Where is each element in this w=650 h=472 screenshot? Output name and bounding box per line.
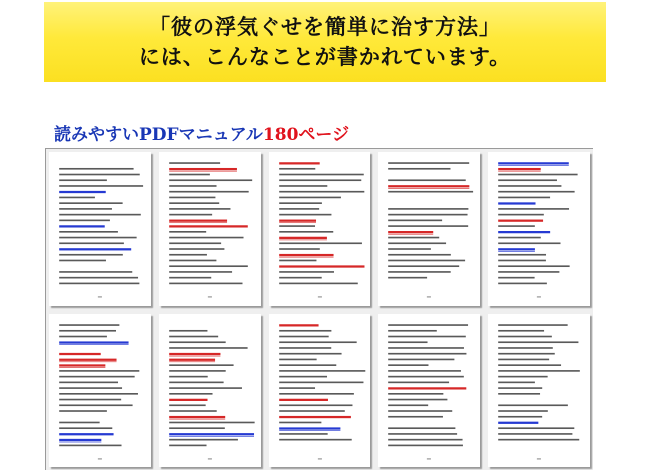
page-number-mark [537,458,541,459]
text-line [59,404,132,406]
text-line [59,329,116,331]
highlighted-text-line [389,231,434,233]
text-line [389,404,429,406]
text-line [169,197,215,199]
headline-line-1: 「彼の浮気ぐせを簡単に治す方法」 [149,14,501,39]
highlighted-text-line [59,433,113,435]
text-line [498,375,547,377]
text-line [389,191,474,193]
page-number-mark [317,296,321,297]
text-line [389,271,452,273]
text-line [498,393,540,395]
text-line [498,179,557,181]
text-line [498,358,549,360]
text-line [389,393,444,395]
text-underline [279,240,327,241]
text-line [169,393,212,395]
text-line [389,214,468,216]
manual-page-thumbnail [269,152,371,306]
highlighted-text-line [169,358,215,360]
manual-title: 読みやすいPDFマニュアル [54,125,263,145]
text-line [279,225,315,227]
manual-heading [54,120,349,144]
text-line [389,341,428,343]
manual-page-count: 180ページ [262,125,350,145]
text-line [498,324,567,326]
manual-page-thumbnail [488,152,590,306]
page-text-preview [269,152,371,306]
text-line [169,174,210,176]
highlighted-text-line [279,415,351,417]
text-line [279,174,364,176]
text-line [498,214,544,216]
highlighted-text-line [498,248,535,250]
text-line [498,237,541,239]
text-line [389,410,453,412]
highlighted-text-line [59,352,101,354]
highlighted-text-line [59,358,116,360]
page-text-preview [378,314,480,468]
page-number-mark [98,296,102,297]
headline-line-2: には、こんなことが書かれています。 [138,44,512,69]
page-text-preview [488,314,590,468]
text-line [169,202,219,204]
text-line [279,197,341,199]
page-number-mark [427,458,431,459]
highlighted-text-line [169,433,254,435]
text-line [389,225,469,227]
manual-page-thumbnail [378,314,480,468]
text-line [389,364,429,366]
highlighted-text-line [169,225,248,227]
text-underline [498,251,535,252]
text-line [498,370,580,372]
highlighted-text-line [59,438,101,440]
text-line [169,375,208,377]
text-line [279,271,334,273]
text-line [169,248,224,250]
text-line [498,277,534,279]
highlighted-text-line [59,191,106,193]
text-line [169,191,248,193]
text-line [279,393,354,395]
text-underline [279,222,316,223]
page-text-preview [488,152,590,306]
text-line [169,438,238,440]
text-line [169,237,243,239]
text-line [279,341,357,343]
text-line [389,375,465,377]
text-line [389,358,455,360]
text-line [59,202,122,204]
text-underline [279,430,340,431]
text-line [59,174,140,176]
highlighted-text-line [59,225,105,227]
text-line [279,179,361,181]
highlighted-text-line [389,387,467,389]
highlighted-text-line [498,168,541,170]
text-line [279,260,316,262]
text-line [389,335,467,337]
page-text-preview [159,152,261,306]
text-line [169,421,254,423]
text-line [279,364,336,366]
text-line [279,168,315,170]
text-line [279,185,327,187]
text-line [59,260,106,262]
text-line [59,324,119,326]
text-underline [169,355,220,356]
text-line [389,444,464,446]
page-text-preview [159,314,261,468]
page-text-preview [378,152,480,306]
text-underline [59,441,101,442]
manual-page-thumbnail [488,314,590,468]
text-line [59,214,141,216]
highlighted-text-line [498,202,535,204]
page-number-mark [208,458,212,459]
text-line [498,197,550,199]
text-line [59,283,139,285]
highlighted-text-line [279,254,333,256]
text-line [169,179,252,181]
highlighted-text-line [279,265,364,267]
text-line [498,404,568,406]
text-line [389,438,463,440]
page-number-mark [317,458,321,459]
text-underline [498,171,541,172]
text-line [59,398,121,400]
text-underline [498,165,569,166]
text-line [389,168,451,170]
text-underline [59,367,105,368]
text-line [169,271,232,273]
text-line [59,254,123,256]
text-line [498,341,578,343]
text-line [389,427,456,429]
text-line [389,248,432,250]
text-line [389,329,438,331]
text-line [498,335,552,337]
text-line [279,208,319,210]
text-line [498,174,577,176]
text-line [389,220,443,222]
text-line [169,387,242,389]
highlighted-text-line [279,324,318,326]
text-line [498,254,546,256]
manual-page-thumbnail [49,152,151,306]
text-line [498,185,561,187]
text-line [169,242,221,244]
manual-page-thumbnail [159,314,261,468]
highlighted-text-line [59,248,131,250]
text-line [389,162,470,164]
text-line [169,260,216,262]
text-line [498,271,559,273]
page-text-preview [269,314,371,468]
text-line [498,329,544,331]
text-line [279,433,327,435]
text-underline [169,222,227,223]
text-line [498,438,579,440]
page-text-preview [49,152,151,306]
text-line [389,398,448,400]
text-underline [169,418,225,419]
text-line [169,335,218,337]
text-line [169,404,205,406]
highlighted-text-line [389,185,470,187]
text-line [389,242,447,244]
text-line [498,415,542,417]
text-line [498,242,560,244]
text-line [169,427,225,429]
text-line [59,179,107,181]
text-line [169,231,206,233]
text-line [59,421,99,423]
highlighted-text-line [169,220,227,222]
text-line [169,162,220,164]
text-line [169,329,207,331]
text-line [59,242,124,244]
text-line [59,427,112,429]
text-underline [389,234,434,235]
text-line [389,324,469,326]
text-line [59,335,107,337]
text-line [498,387,542,389]
text-line [59,208,112,210]
highlighted-text-line [279,427,340,429]
text-line [169,208,230,210]
text-line [169,444,206,446]
text-line [389,254,452,256]
text-line [279,231,333,233]
text-underline [169,361,215,362]
text-line [169,347,247,349]
highlighted-text-line [498,162,569,164]
text-line [498,208,569,210]
text-line [389,208,469,210]
text-underline [59,361,116,362]
text-line [59,168,133,170]
manual-page-thumbnail [159,152,261,306]
text-line [279,387,315,389]
text-line [169,265,248,267]
text-line [59,370,139,372]
text-line [169,185,216,187]
highlighted-text-line [279,237,327,239]
highlighted-text-line [169,168,237,170]
text-line [59,277,138,279]
text-line [389,370,462,372]
text-line [169,341,226,343]
text-line [498,352,555,354]
text-line [279,358,316,360]
text-line [59,231,118,233]
text-line [279,191,364,193]
text-line [498,260,546,262]
manual-page-thumbnail [269,314,371,468]
highlighted-text-line [279,398,328,400]
text-line [389,352,467,354]
highlighted-text-line [498,421,538,423]
text-line [498,381,535,383]
text-line [169,254,207,256]
text-line [279,202,322,204]
text-line [279,347,331,349]
text-line [389,433,458,435]
text-line [389,179,467,181]
page-number-mark [208,296,212,297]
text-line [279,381,363,383]
text-line [498,265,569,267]
text-line [59,381,118,383]
text-line [279,375,327,377]
text-line [169,410,217,412]
text-line [169,214,212,216]
manual-page-thumbnail [378,152,480,306]
text-line [389,347,465,349]
text-line [169,364,233,366]
text-underline [279,257,333,258]
page-text-preview [49,314,151,468]
text-line [279,277,322,279]
text-line [169,283,242,285]
text-line [59,197,95,199]
highlighted-text-line [59,364,105,366]
text-line [59,220,110,222]
text-line [279,335,328,337]
text-line [389,415,444,417]
text-line [169,370,226,372]
highlighted-text-line [498,220,543,222]
text-underline [169,171,237,172]
text-line [59,185,143,187]
text-line [59,410,107,412]
manual-page-thumbnail [49,314,151,468]
text-line [389,260,466,262]
highlighted-text-line [279,220,316,222]
text-line [279,404,352,406]
text-line [498,191,574,193]
text-line [389,381,450,383]
text-line [279,410,345,412]
manual-page-thumbnails [45,148,593,470]
text-line [279,438,352,440]
text-line [279,248,320,250]
highlighted-text-line [279,162,320,164]
page-number-mark [98,458,102,459]
text-line [498,427,574,429]
text-line [498,410,548,412]
text-line [498,347,553,349]
text-line [498,225,535,227]
text-line [59,444,121,446]
text-line [498,283,547,285]
text-line [59,375,134,377]
text-line [59,271,132,273]
text-line [279,242,362,244]
text-line [59,387,122,389]
text-line [169,381,223,383]
text-line [389,237,440,239]
text-line [279,352,341,354]
text-line [59,393,138,395]
text-underline [59,344,128,345]
text-line [498,433,572,435]
highlighted-text-line [169,398,207,400]
highlighted-text-line [498,231,550,233]
text-underline [169,435,254,436]
highlighted-text-line [169,415,225,417]
text-line [279,329,331,331]
text-line [279,283,358,285]
page-number-mark [537,296,541,297]
text-line [389,265,460,267]
highlighted-text-line [59,341,128,343]
text-line [279,421,321,423]
text-line [279,370,365,372]
headline-banner [44,2,606,82]
text-line [59,237,136,239]
text-line [389,277,428,279]
text-line [498,364,561,366]
text-underline [389,188,470,189]
text-line [169,277,211,279]
page-number-mark [427,296,431,297]
text-line [279,214,331,216]
highlighted-text-line [169,352,220,354]
